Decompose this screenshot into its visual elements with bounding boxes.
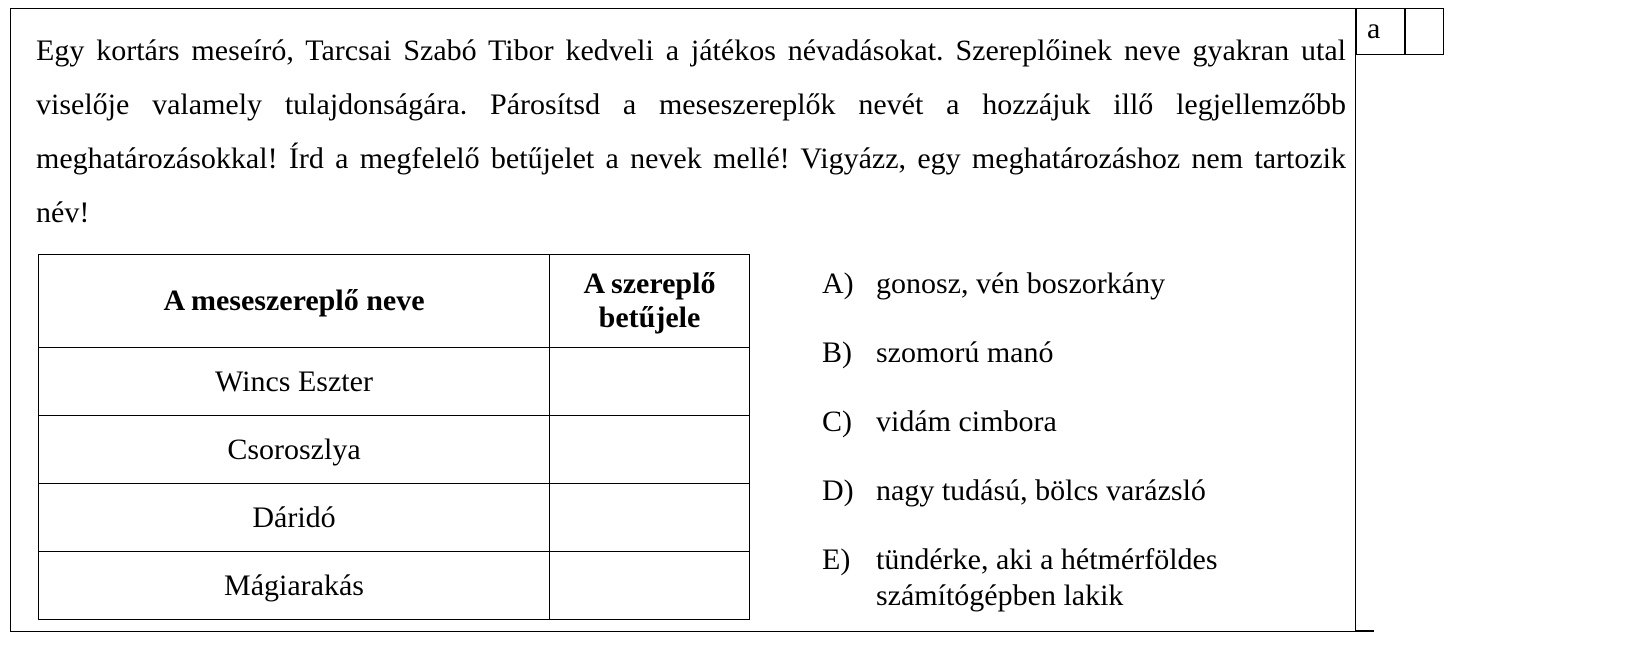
option-letter: E)	[822, 543, 851, 576]
header-character-letter	[550, 255, 750, 348]
option-list	[822, 266, 1342, 647]
score-label-box	[1356, 8, 1406, 55]
option-text: gonosz, vén boszorkány	[876, 267, 1166, 300]
table-row	[39, 484, 750, 552]
option-text: vidám cimbora	[876, 405, 1057, 438]
option-letter: D)	[822, 474, 854, 507]
letter-answer-cell[interactable]	[550, 552, 750, 620]
option-text	[876, 542, 1342, 614]
option-letter: C)	[822, 405, 852, 438]
option-text-line2: számítógépben lakik	[876, 579, 1124, 612]
header-letter-line2: betűjele	[598, 301, 701, 334]
score-label: a	[1367, 12, 1381, 45]
answer-table	[38, 254, 750, 620]
character-name: Dáridó	[39, 484, 550, 552]
letter-answer-cell[interactable]	[550, 416, 750, 484]
option-item	[822, 404, 1342, 440]
letter-answer-cell[interactable]	[550, 348, 750, 416]
table-row	[39, 348, 750, 416]
table-row	[39, 552, 750, 620]
character-name: Wincs Eszter	[39, 348, 550, 416]
score-entry-box[interactable]	[1404, 8, 1444, 55]
task-instructions: Egy kortárs meseíró, Tarcsai Szabó Tibor kedveli a játékos névadásokat. Szereplőinek neve gyakran utal viselője valamely tulajdonságára. Párosítsd a meseszereplők nevét a hozzájuk illő legjellemzőbb meghatározásokkal! Írd a megfelelő betűjelet a nevek mellé! Vigyázz, egy meghatározáshoz nem tartozik név!	[36, 34, 1346, 229]
frame-divider	[1356, 630, 1374, 632]
option-item	[822, 266, 1342, 302]
character-name: Csoroszlya	[39, 416, 550, 484]
option-item	[822, 473, 1342, 509]
option-item	[822, 335, 1342, 371]
header-character-name: A meseszereplő neve	[39, 255, 550, 348]
option-text: szomorú manó	[876, 336, 1054, 369]
character-name: Mágiarakás	[39, 552, 550, 620]
table-header-row	[39, 255, 750, 348]
option-item	[822, 542, 1342, 614]
table-row	[39, 416, 750, 484]
option-letter: A)	[822, 267, 854, 300]
header-letter-line1: A szereplő	[583, 267, 716, 300]
option-text: nagy tudású, bölcs varázsló	[876, 474, 1206, 507]
letter-answer-cell[interactable]	[550, 484, 750, 552]
option-letter: B)	[822, 336, 852, 369]
option-text-line1: tündérke, aki a hétmérföldes	[876, 543, 1218, 576]
